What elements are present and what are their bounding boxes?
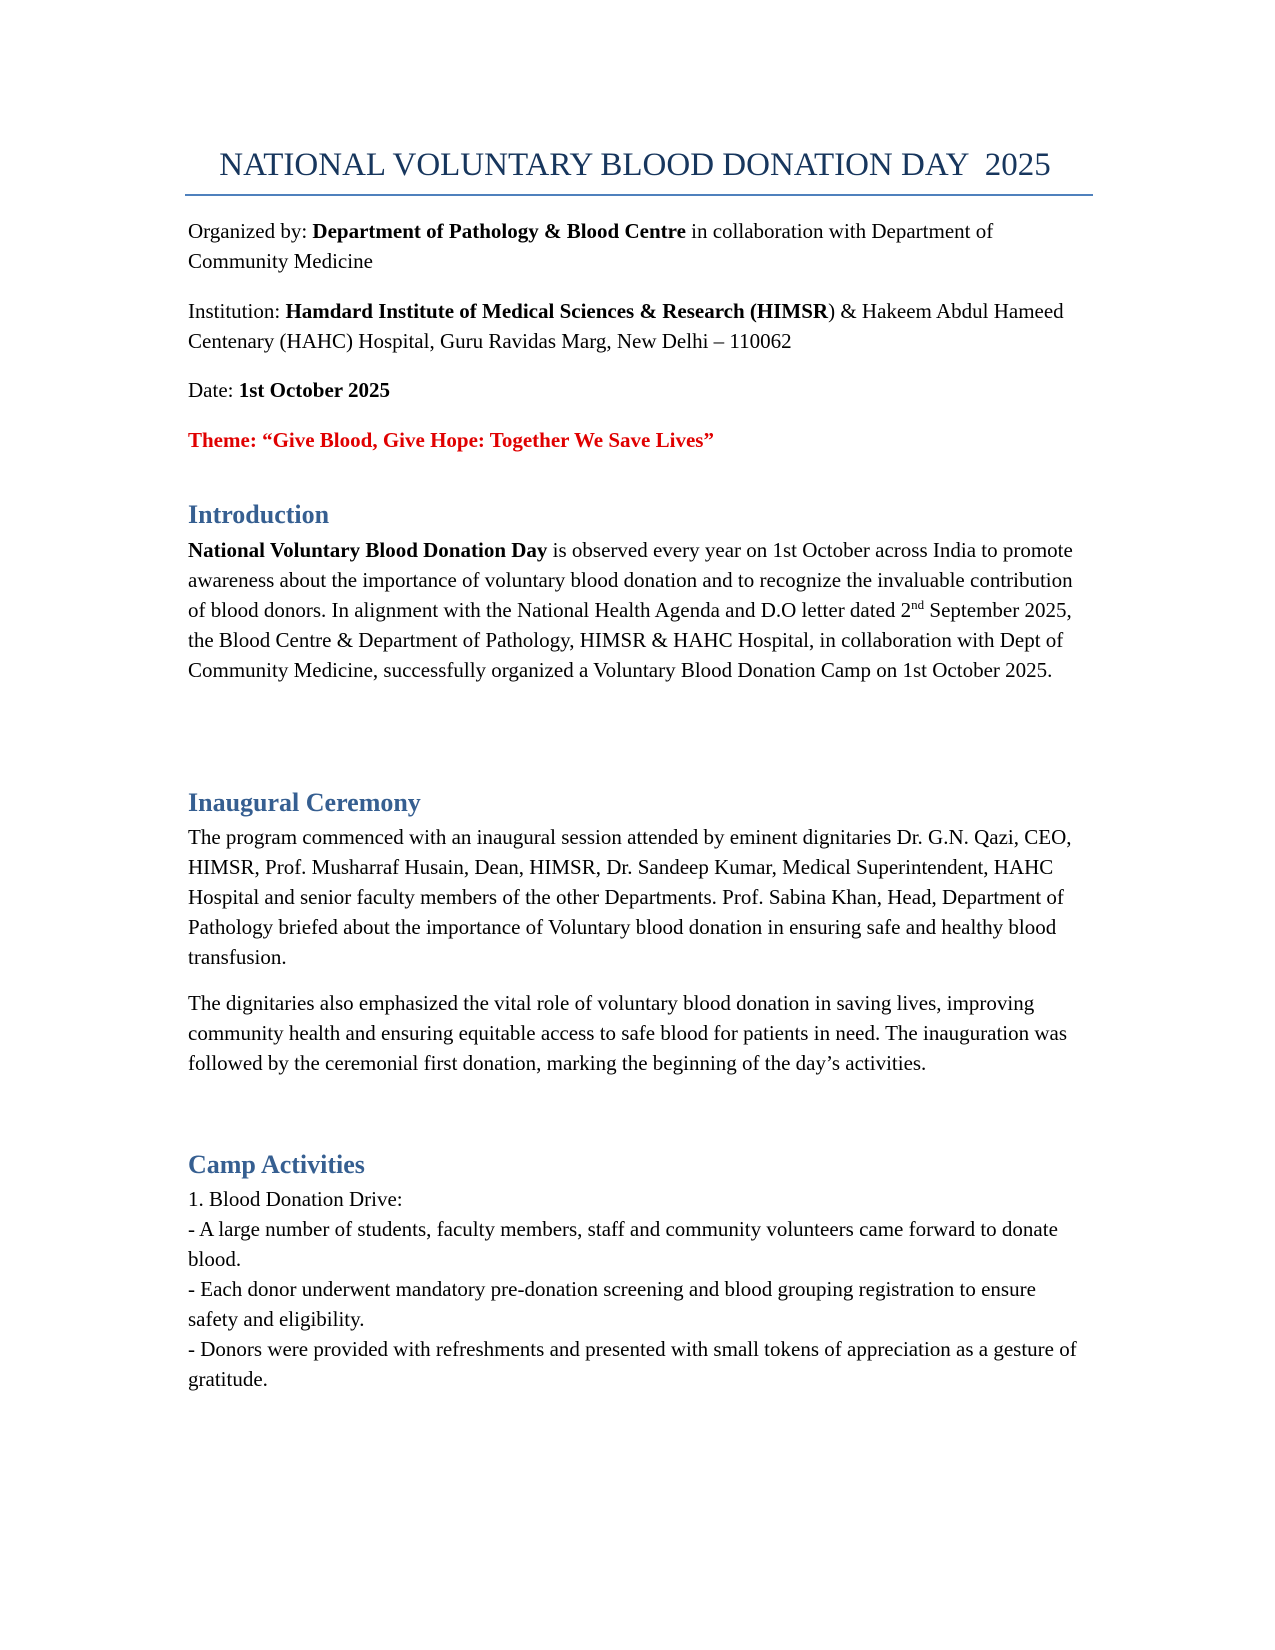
institution-name: Hamdard Institute of Medical Sciences & Research (HIMSR [285,299,829,323]
date-label: Date: [188,378,239,402]
inaugural-paragraph-2: The dignitaries also emphasized the vital role of voluntary blood donation in saving lives, improving community health and ensuring equitable access to safe blood for patients in need. The inauguration was followed by the ceremonial first donation, marking the beginning of the day’s activities. [188,991,1068,1075]
institution-rest: ) & Hakeem Abdul Hameed Centenary (HAHC) Hospital, Guru Ravidas Marg, New Delhi – 110062 [188,299,1064,353]
theme-line: Theme: “Give Blood, Give Hope: Together We Save Lives” [188,428,714,452]
camp-subheading: 1. Blood Donation Drive: [188,1187,403,1211]
date-line [188,375,1088,405]
institution-line [188,296,1088,356]
introduction-heading: Introduction [188,500,330,529]
introduction-paragraph [188,535,1088,685]
organized-by-line [188,216,1088,276]
introduction-bold-lead: National Voluntary Blood Donation Day [188,538,548,562]
ordinal-superscript: nd [911,597,925,612]
organized-label: Organized by: [188,219,313,243]
inaugural-paragraph-1: The program commenced with an inaugural session attended by eminent dignitaries Dr. G.N. Qazi, CEO, HIMSR, Prof. Musharraf Husain, Dean, HIMSR, Dr. Sandeep Kumar, Medical Superintendent, HAHC Hospital and senior faculty members of the other Departments. Prof. Sabina Khan, Head, Department of Pathology briefed about the importance of Voluntary blood donation in ensuring safe and healthy blood transfusion. [188,825,1072,969]
list-item: - A large number of students, faculty members, staff and community volunteers came forward to donate blood. [188,1217,1058,1271]
list-item: - Each donor underwent mandatory pre-donation screening and blood grouping registration to ensure safety and eligibility. [188,1277,1036,1331]
list-item: - Donors were provided with refreshments and presented with small tokens of appreciation as a gesture of gratitude. [188,1337,1077,1391]
institution-label: Institution: [188,299,286,323]
organizer-name: Department of Pathology & Blood Centre [312,219,686,243]
camp-activities-heading: Camp Activities [188,1150,365,1179]
title-underline-rule [185,194,1093,196]
document-title: NATIONAL VOLUNTARY BLOOD DONATION DAY 2025 [219,147,1051,183]
organized-rest: in collaboration with Department of Community Medicine [188,219,994,273]
introduction-text-2: September 2025, the Blood Centre & Department of Pathology, HIMSR & HAHC Hospital, in collaboration with Dept of Community Medicine, successfully organized a Voluntary Blood Donation Camp on 1st October 2025. [188,598,1072,682]
camp-activities-list [188,1184,1088,1394]
inaugural-heading: Inaugural Ceremony [188,788,421,817]
introduction-text-1: is observed every year on 1st October across India to promote awareness about the importance of voluntary blood donation and to recognize the invaluable contribution of blood donors. In alignment with the National Health Agenda and D.O letter dated 2 [188,538,1073,622]
date-value: 1st October 2025 [238,378,390,402]
